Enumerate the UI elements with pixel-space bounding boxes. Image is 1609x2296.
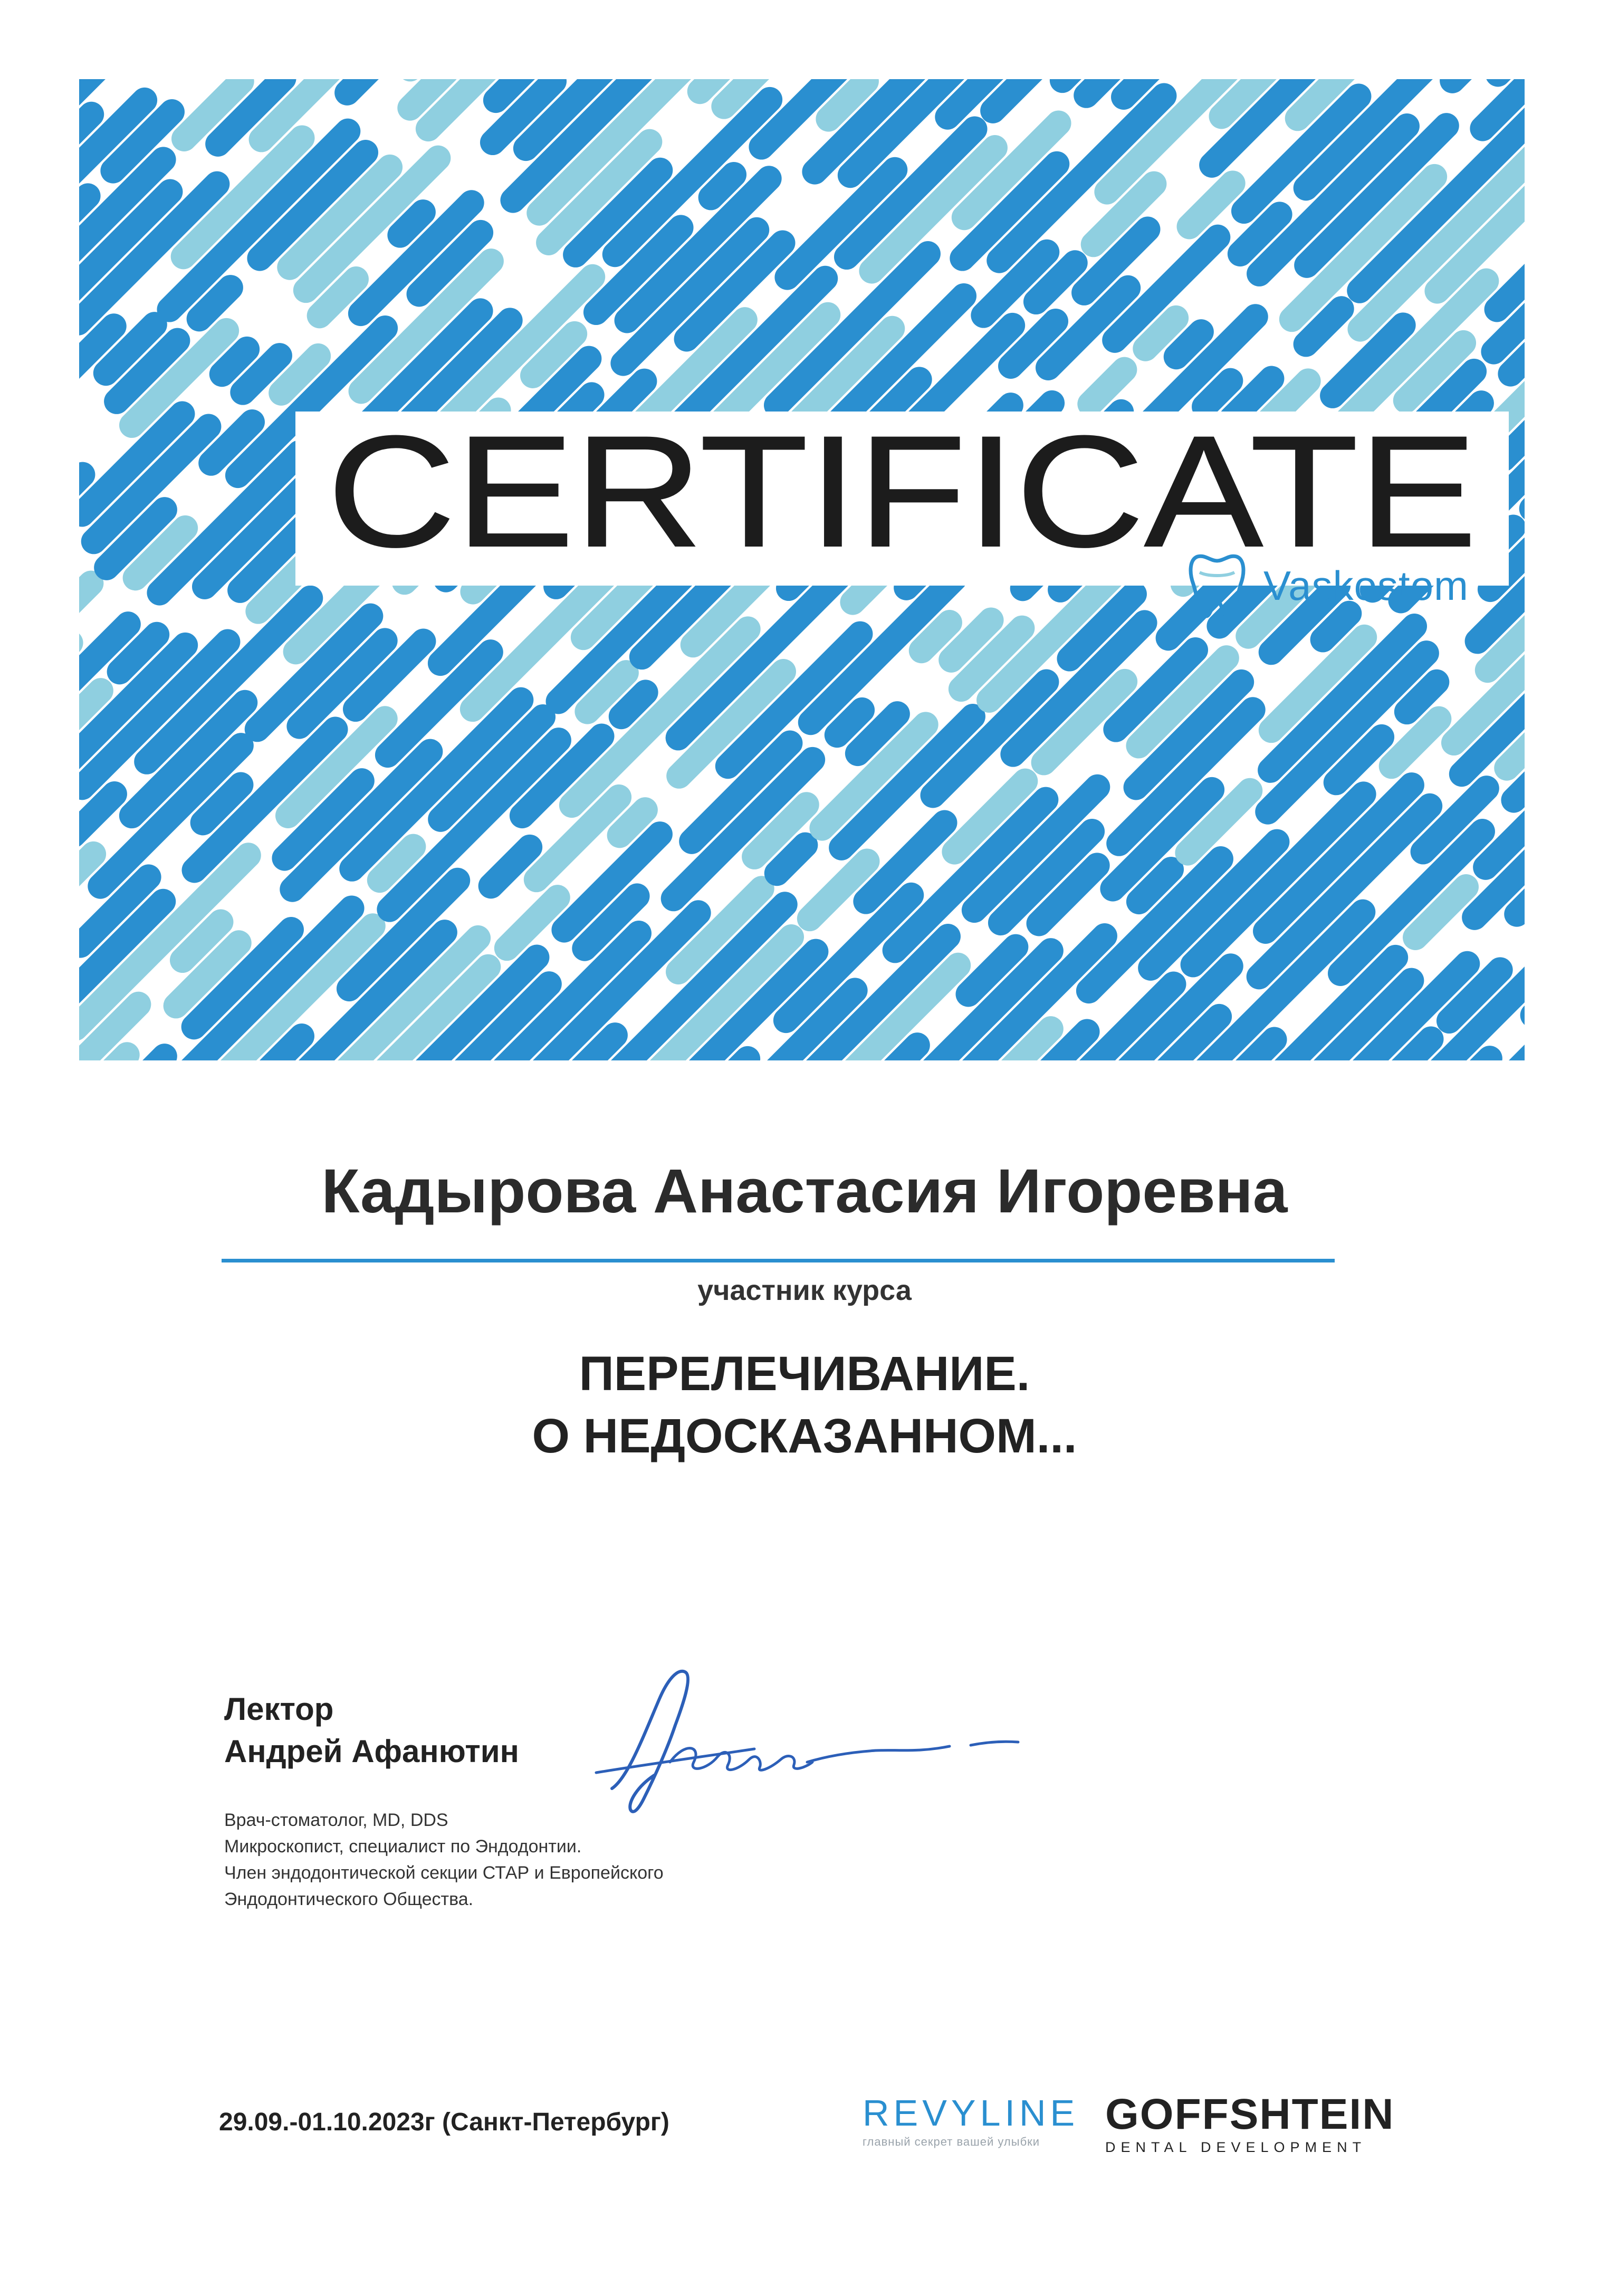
pattern-stripe <box>699 0 771 14</box>
pattern-stripe <box>1497 269 1538 310</box>
recipient-role: участник курса <box>697 1275 912 1306</box>
pattern-stripe <box>725 1059 748 1071</box>
pattern-stripe <box>5 196 88 279</box>
pattern-stripe <box>222 349 247 374</box>
pattern-stripe <box>0 442 37 569</box>
pattern-stripe <box>1190 183 1233 226</box>
goffshtein-subtitle: DENTAL DEVELOPMENT <box>1105 2139 1367 2155</box>
lecturer-description-line: Член эндодонтической секции СТАР и Европейского <box>224 1863 664 1883</box>
pattern-stripe <box>1416 0 1569 39</box>
pattern-stripe <box>1587 334 1609 493</box>
pattern-stripe <box>1517 837 1594 914</box>
pattern-stripe <box>0 953 33 1071</box>
pattern-stripe <box>711 175 734 197</box>
pattern-stripe <box>0 159 164 323</box>
pattern-stripe <box>1392 719 1439 767</box>
revyline-logo <box>863 2092 1079 2149</box>
pattern-stripe <box>0 547 49 683</box>
lecturer-description-line: Эндодонтического Общества. <box>224 1889 474 1909</box>
pattern-stripe <box>1563 861 1608 907</box>
revyline-name: REVYLINE <box>863 2092 1079 2134</box>
pattern-stripe <box>1176 332 1201 357</box>
pattern-stripe <box>1498 0 1609 74</box>
pattern-stripe <box>347 0 442 93</box>
pattern-stripe <box>1062 0 1183 80</box>
pattern-stripe <box>1532 411 1609 509</box>
pattern-stripe <box>0 456 62 585</box>
pattern-stripe <box>1533 951 1597 1015</box>
pattern-stripe <box>318 0 366 44</box>
pattern-stripe <box>400 212 423 235</box>
recipient-name: Кадырова Анастасия Игоревна <box>321 1156 1288 1226</box>
pattern-stripe <box>100 1055 127 1071</box>
pattern-stripe <box>1428 931 1578 1071</box>
pattern-stripe <box>507 897 558 948</box>
pattern-stripe <box>877 0 1037 31</box>
pattern-stripe <box>1407 682 1436 712</box>
pattern-stripe <box>1593 0 1609 18</box>
pattern-stripe <box>139 1056 165 1071</box>
revyline-tagline: главный секрет вашей улыбки <box>863 2135 1040 2148</box>
pattern-stripe <box>0 0 87 87</box>
pattern-stripe <box>1317 0 1445 21</box>
pattern-stripe <box>0 817 52 994</box>
pattern-stripe <box>0 907 41 1071</box>
course-title-line-2: О НЕДОСКАЗАННОМ... <box>532 1409 1077 1463</box>
pattern-stripe <box>724 0 857 107</box>
pattern-stripe <box>73 794 114 835</box>
pattern-stripe <box>0 643 71 817</box>
pattern-stripe <box>0 1057 8 1071</box>
pattern-stripe <box>621 692 646 716</box>
pattern-stripe <box>837 710 862 735</box>
pattern-stripe <box>142 1 166 25</box>
pattern-stripe <box>0 601 34 650</box>
pattern-stripe <box>582 0 643 53</box>
pattern-stripe <box>1593 149 1609 253</box>
brand-name: Vaskostom <box>1263 562 1469 609</box>
event-dates-place: 29.09.-01.10.2023г (Санкт-Петербург) <box>219 2108 669 2136</box>
pattern-stripe <box>922 623 950 650</box>
certificate-title-text: CERTIFICATE <box>327 412 1477 580</box>
pattern-stripe <box>1452 20 1514 81</box>
pattern-stripe <box>0 970 55 1071</box>
course-title <box>0 1343 1609 1467</box>
pattern-stripe <box>1475 0 1518 19</box>
pattern-stripe <box>1579 126 1609 227</box>
pattern-stripe <box>481 0 526 37</box>
tooth-icon <box>1187 551 1248 620</box>
pattern-stripe <box>1567 34 1609 161</box>
lecturer-label: Лектор <box>224 1691 334 1727</box>
pattern-stripe <box>1411 0 1563 5</box>
pattern-stripe <box>1594 647 1609 681</box>
pattern-stripe <box>278 2 320 44</box>
course-title-line-1: ПЕРЕЛЕЧИВАНИЕ. <box>579 1347 1030 1401</box>
pattern-stripe <box>922 0 1090 25</box>
name-underline <box>222 1259 1335 1262</box>
pattern-stripe <box>0 359 42 401</box>
pattern-stripe <box>4 77 51 123</box>
pattern-stripe <box>1204 381 1230 407</box>
lecturer-description-line: Микроскопист, специалист по Эндодонтии. <box>224 1836 582 1857</box>
pattern-stripe <box>1604 657 1609 710</box>
pattern-stripe <box>20 475 82 537</box>
pattern-stripe <box>620 810 645 835</box>
handwritten-signature <box>580 1657 1055 1825</box>
pattern-stripe <box>968 0 1069 18</box>
pattern-stripe <box>228 0 393 55</box>
pattern-stripe <box>24 862 47 884</box>
pattern-stripe <box>1546 195 1572 221</box>
pattern-stripe <box>1584 934 1609 1071</box>
pattern-stripe <box>0 355 7 390</box>
pattern-stripe <box>1467 1058 1490 1071</box>
pattern-stripe <box>0 420 20 481</box>
pattern-stripe <box>1557 41 1608 92</box>
pattern-stripe <box>1361 0 1487 16</box>
pattern-stripe <box>203 0 295 42</box>
pattern-stripe <box>1597 0 1609 92</box>
goffshtein-name: GOFFSHTEIN <box>1105 2090 1395 2138</box>
pattern-stripe <box>22 1055 49 1071</box>
pattern-stripe <box>0 52 37 226</box>
pattern-stripe <box>1090 370 1124 404</box>
pattern-stripe <box>0 583 91 762</box>
pattern-stripe <box>830 0 926 40</box>
pattern-stripe <box>700 0 865 91</box>
pattern-stripe <box>1036 0 1098 29</box>
pattern-stripe <box>0 761 30 837</box>
pattern-stripe <box>1173 0 1316 48</box>
vaskostom-logo <box>1187 543 1469 628</box>
pattern-stripe <box>157 0 252 49</box>
pattern-stripe <box>0 114 91 215</box>
pattern-stripe <box>1596 300 1609 406</box>
lecturer-name: Андрей Афанютин <box>224 1734 519 1769</box>
pattern-stripe <box>410 0 522 69</box>
pattern-stripe <box>0 126 41 246</box>
pattern-stripe <box>147 598 310 762</box>
pattern-stripe <box>777 845 806 874</box>
goffshtein-logo <box>1105 2092 1464 2156</box>
pattern-stripe <box>0 0 31 32</box>
pattern-stripe <box>1107 25 1273 192</box>
pattern-stripe <box>105 0 231 23</box>
pattern-stripe <box>61 66 100 106</box>
pattern-stripe <box>1545 949 1609 1071</box>
pattern-stripe <box>1600 560 1609 597</box>
lecturer-description-line: Врач-стоматолог, MD, DDS <box>224 1810 448 1830</box>
pattern-stripe <box>1209 0 1271 51</box>
